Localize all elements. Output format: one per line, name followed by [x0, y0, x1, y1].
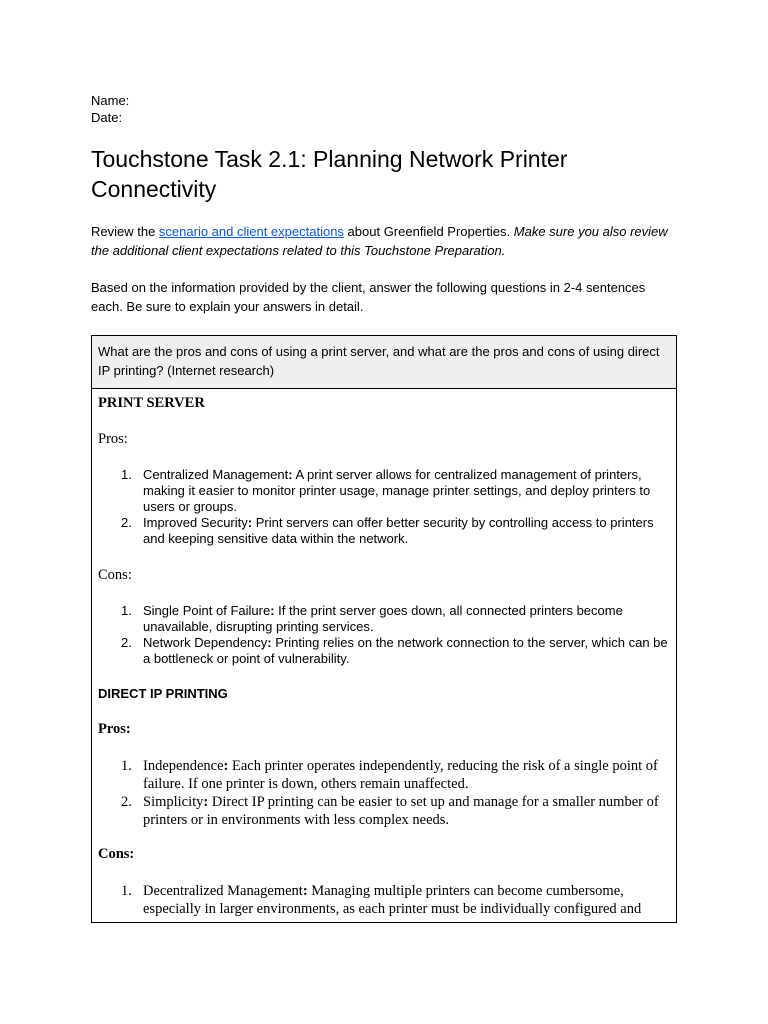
page-title: Touchstone Task 2.1: Planning Network Printer Connectivity: [91, 146, 568, 202]
list-item: 2. Simplicity: Direct IP printing can be easier to set up and manage for a smaller number of printers or in environments with less complex needs.: [121, 794, 659, 828]
list-text: A print server allows for centralized management of printers, making it easier to monitor printer usage, manage printer settings, and deploy printers to users or groups.: [143, 467, 651, 514]
list-item: 2. Network Dependency: Printing relies on the network connection to the server, which can be a bottleneck or point of vulnerability.: [121, 635, 668, 666]
list-text: Print servers can offer better security by controlling access to printers and keeping sensitive data within the network.: [143, 515, 654, 546]
instructions: Based on the information provided by the client, answer the following questions in 2-4 sentences each. Be sure to explain your answers in detail.: [91, 280, 646, 314]
list-term: Centralized Management: [143, 467, 289, 482]
list-item: 2. Improved Security: Print servers can offer better security by controlling access to printers and keeping sensitive data within the network.: [121, 515, 654, 546]
list-term: Independence: [143, 758, 224, 774]
scenario-link[interactable]: scenario and client expectations: [158, 224, 344, 239]
list-item: 1. Single Point of Failure: If the print server goes down, all connected printers become unavailable, disrupting printing services.: [121, 603, 623, 634]
list-text: If the print server goes down, all connected printers become unavailable, disrupting printing services.: [143, 603, 623, 634]
list-number: 1.: [121, 603, 132, 618]
list-term: Improved Security: [143, 515, 248, 530]
print-server-pros-list: [92, 467, 672, 547]
list-number: 2.: [121, 635, 132, 650]
list-number: 1.: [121, 467, 132, 482]
direct-ip-cons-list: [92, 882, 672, 918]
print-server-cons-label: Cons:: [98, 567, 132, 583]
direct-ip-pros-label: Pros:: [98, 721, 131, 737]
list-item: 1. Independence: Each printer operates independently, reducing the risk of a single point of failure. If one printer is down, others remain unaffected.: [121, 758, 658, 792]
print-server-cons-list: [92, 603, 672, 667]
list-term: Network Dependency: [143, 635, 268, 650]
list-text: Direct IP printing can be easier to set up and manage for a smaller number of printers or in environments with less complex needs.: [143, 794, 659, 828]
list-term: Simplicity: [143, 794, 204, 810]
intro-pre: Review the: [91, 224, 159, 239]
direct-ip-heading: DIRECT IP PRINTING: [98, 686, 228, 701]
name-label: Name:: [91, 93, 130, 108]
intro-paragraph: [91, 222, 679, 260]
list-text: Printing relies on the network connection to the server, which can be a bottleneck or point of vulnerability.: [143, 635, 668, 666]
list-text: Each printer operates independently, reducing the risk of a single point of failure. If one printer is down, others remain unaffected.: [143, 758, 658, 792]
list-term: Decentralized Management: [143, 883, 303, 899]
print-server-pros-label: Pros:: [98, 431, 128, 447]
direct-ip-cons-label: Cons:: [98, 846, 135, 862]
list-text: Managing multiple printers can become cumbersome, especially in larger environments, as each printer must be individually configured and: [143, 883, 642, 917]
direct-ip-pros-list: [92, 757, 672, 829]
list-number: 2.: [121, 515, 132, 530]
list-number: 1.: [121, 883, 132, 899]
question-table: [91, 335, 677, 923]
print-server-heading: PRINT SERVER: [98, 395, 205, 411]
list-number: 2.: [121, 794, 132, 810]
date-label: Date:: [91, 110, 123, 125]
list-item: 1. Centralized Management: A print server allows for centralized management of printers, making it easier to monitor printer usage, manage printer settings, and deploy printers to users or groups.: [121, 467, 651, 514]
intro-mid: about Greenfield Properties.: [343, 224, 514, 239]
list-item: 1. Decentralized Management: Managing multiple printers can become cumbersome, especially in larger environments, as each printer must be individually configured and: [121, 883, 642, 917]
list-number: 1.: [121, 758, 132, 774]
intro-italic: Make sure you also review the additional client expectations related to this Touchstone Preparation.: [91, 224, 668, 258]
list-term: Single Point of Failure: [143, 603, 271, 618]
header-fields: [91, 92, 129, 126]
question-text: What are the pros and cons of using a print server, and what are the pros and cons of using direct IP printing? (Internet research): [92, 336, 676, 389]
